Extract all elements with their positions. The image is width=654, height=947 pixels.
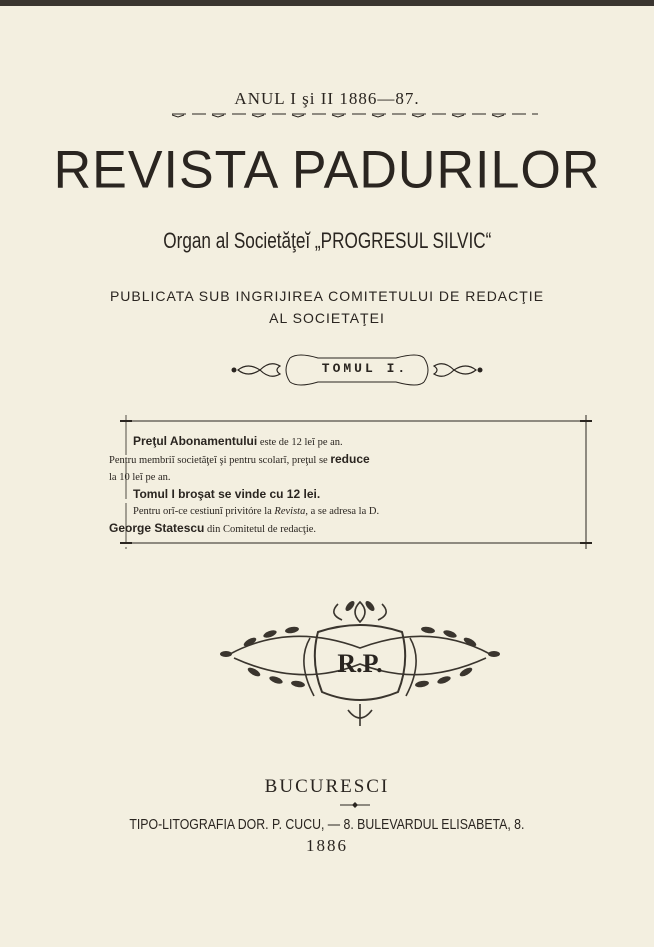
reduced-price-line <box>109 469 583 486</box>
price-heading: Preţul Abonamentului <box>133 434 258 448</box>
reduction-line <box>109 451 583 469</box>
volume-sale-line <box>133 486 583 503</box>
journal-title: REVISTA PADURILOR <box>53 140 601 200</box>
subscription-box <box>109 433 583 538</box>
organ-subtitle <box>0 228 654 254</box>
editor-line <box>109 520 583 538</box>
reduced-price-text: la 10 leĭ pe an. <box>109 472 171 483</box>
editor-text: din Comitetul de redacţie. <box>204 524 317 535</box>
page-top-edge <box>0 0 654 6</box>
contact-line <box>133 503 583 520</box>
emblem-monogram: R.P. <box>337 649 383 678</box>
imprint-city: BUCURESCI <box>264 776 390 797</box>
laurel-wreath-emblem <box>210 592 510 732</box>
publication-line-2: AL SOCIETAŢEI <box>269 310 385 326</box>
price-text: este de 12 leĭ pe an. <box>257 437 343 448</box>
year-line: ANUL I şi II 1886—87. <box>234 89 420 108</box>
organ-subtitle-text: Organ al Societăţeĭ „PROGRESUL SILVIC“ <box>162 228 492 253</box>
decorative-rule <box>172 110 538 118</box>
reduction-word: reduce <box>330 452 370 466</box>
imprint-printer <box>0 816 654 833</box>
contact-text-a: Pentru orĭ-ce cestiunĭ privitóre la <box>133 506 275 517</box>
editor-name: George Statescu <box>109 521 205 535</box>
imprint-printer-text: TIPO-LITOGRAFIA DOR. P. CUCU, — 8. BULEVARDUL ELISABETA, 8. <box>129 816 525 833</box>
contact-text-b: , a se adresa la D. <box>305 506 380 517</box>
price-line <box>133 433 583 451</box>
imprint-year: 1886 <box>306 836 348 855</box>
reduction-text: Pentru membriĭ societăţeĭ şi pentru scolarĭ, preţul se <box>109 455 331 466</box>
small-ornament <box>340 801 370 809</box>
volume-sale-text: Tomul I broşat se vinde cu 12 lei. <box>133 487 321 501</box>
contact-journal: Revista <box>274 506 306 517</box>
volume-label: TOMUL I. <box>321 361 409 376</box>
publication-line-1: PUBLICATA SUB INGRIJIREA COMITETULUI DE REDACŢIE <box>109 288 545 304</box>
